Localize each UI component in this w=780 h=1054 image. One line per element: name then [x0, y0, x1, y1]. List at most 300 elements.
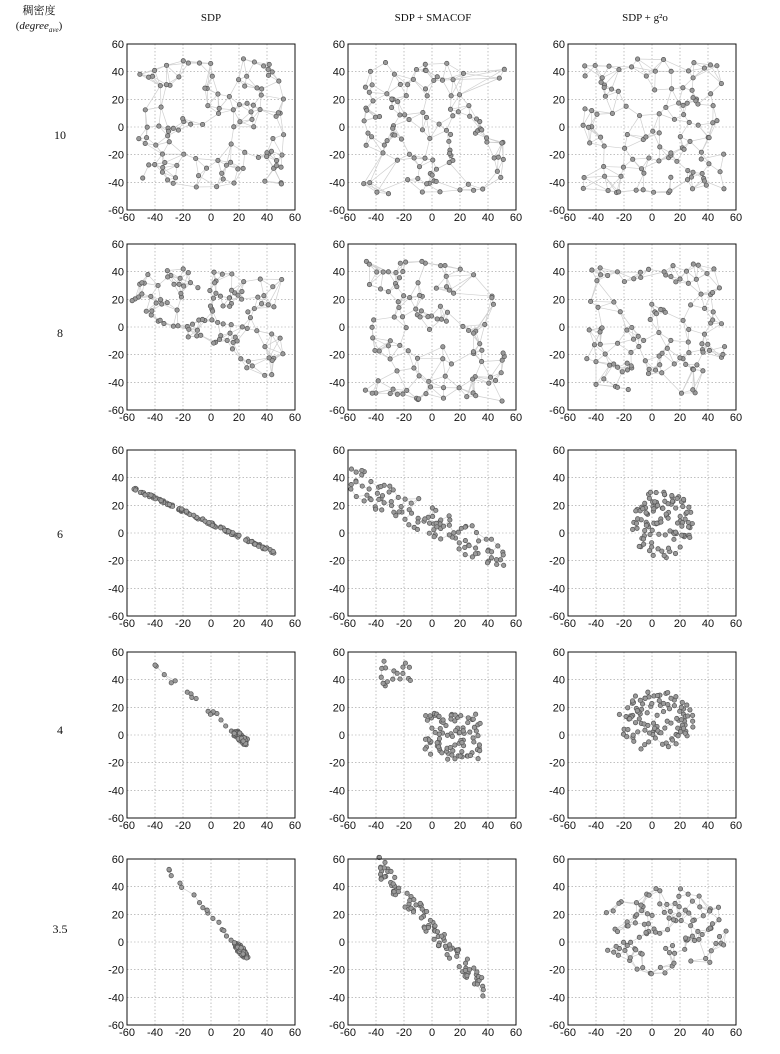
x-tick-label: -40 — [588, 820, 604, 832]
node-point — [474, 394, 478, 398]
x-tick-label: 60 — [288, 1027, 302, 1039]
scatter-plot-row0-col0 — [108, 39, 302, 224]
node-point — [617, 67, 621, 71]
node-point — [241, 166, 245, 170]
node-point — [241, 739, 245, 743]
node-point — [501, 563, 505, 567]
node-point — [418, 315, 422, 319]
node-point — [676, 101, 680, 105]
node-point — [240, 325, 244, 329]
node-point — [688, 139, 692, 143]
y-tick-label: 60 — [111, 39, 124, 51]
node-point — [402, 113, 406, 117]
scatter-plot-row2-col1 — [329, 445, 523, 630]
node-point — [481, 988, 485, 992]
node-point — [650, 701, 654, 705]
node-point — [427, 521, 431, 525]
node-point — [436, 943, 440, 947]
node-point — [594, 359, 598, 363]
node-point — [144, 309, 148, 313]
node-point — [443, 944, 447, 948]
edge — [443, 359, 445, 376]
node-point — [681, 497, 685, 501]
node-point — [354, 470, 358, 474]
node-point — [259, 87, 263, 91]
x-tick-label: 0 — [207, 1027, 215, 1039]
node-point — [403, 517, 407, 521]
node-point — [162, 672, 166, 676]
node-point — [465, 973, 469, 977]
node-point — [371, 336, 375, 340]
y-tick-label: 40 — [332, 266, 345, 279]
node-point — [279, 277, 283, 281]
node-point — [481, 187, 485, 191]
y-tick-label: -20 — [329, 349, 345, 362]
node-point — [681, 86, 685, 90]
node-point — [657, 532, 661, 536]
y-tick-label: 20 — [111, 94, 124, 107]
edge — [169, 142, 184, 154]
degree-subscript: ave — [48, 26, 59, 35]
node-point — [256, 544, 260, 548]
y-tick-label: 20 — [552, 500, 565, 513]
node-point — [138, 72, 142, 76]
node-point — [380, 493, 384, 497]
x-tick-label: -40 — [147, 212, 163, 224]
node-point — [187, 327, 191, 331]
x-tick-label: 0 — [428, 1027, 436, 1039]
node-point — [484, 136, 488, 140]
node-point — [172, 282, 176, 286]
node-point — [428, 918, 432, 922]
edge — [173, 183, 196, 187]
node-point — [391, 126, 395, 130]
node-point — [263, 344, 267, 348]
edge — [397, 371, 407, 390]
edge — [627, 116, 639, 135]
node-point — [643, 728, 647, 732]
node-point — [470, 524, 474, 528]
node-point — [479, 359, 483, 363]
node-point — [412, 897, 416, 901]
node-point — [719, 322, 723, 326]
y-tick-label: -40 — [549, 377, 565, 390]
node-point — [407, 665, 411, 669]
node-point — [669, 87, 673, 91]
node-point — [449, 362, 453, 366]
node-point — [687, 351, 691, 355]
node-point — [685, 101, 689, 105]
node-point — [414, 903, 418, 907]
node-point — [669, 175, 673, 179]
density-label: 稠密度 — [22, 5, 56, 17]
node-point — [659, 307, 663, 311]
x-tick-label: -20 — [616, 212, 632, 224]
node-point — [625, 328, 629, 332]
y-tick-label: -20 — [108, 964, 124, 977]
x-tick-label: -40 — [588, 618, 604, 630]
node-point — [470, 555, 474, 559]
y-tick-label: -40 — [329, 992, 345, 1005]
node-point — [467, 103, 471, 107]
node-point — [382, 866, 386, 870]
x-tick-label: -60 — [340, 412, 356, 424]
node-point — [635, 709, 639, 713]
edge — [425, 63, 446, 64]
node-point — [217, 106, 221, 110]
node-point — [437, 736, 441, 740]
node-point — [173, 679, 177, 683]
node-point — [366, 131, 370, 135]
x-tick-label: 20 — [453, 412, 467, 424]
node-point — [166, 129, 170, 133]
node-point — [211, 916, 215, 920]
node-point — [396, 100, 400, 104]
node-point — [707, 348, 711, 352]
edge — [234, 119, 252, 126]
node-point — [145, 125, 149, 129]
node-point — [199, 333, 203, 337]
x-tick-label: -60 — [340, 1027, 356, 1039]
node-point — [663, 310, 667, 314]
node-point — [647, 156, 651, 160]
node-point — [407, 152, 411, 156]
node-point — [683, 517, 687, 521]
x-tick-label: 40 — [701, 412, 715, 424]
scatter-plot-row4-col1 — [329, 854, 523, 1039]
node-point — [370, 83, 374, 87]
y-tick-label: -40 — [108, 377, 124, 390]
node-point — [398, 82, 402, 86]
scatter-plot-row1-col0 — [108, 239, 302, 424]
node-point — [433, 924, 437, 928]
edge — [671, 340, 688, 342]
x-tick-label: -20 — [616, 820, 632, 832]
node-point — [707, 162, 711, 166]
node-point — [496, 544, 500, 548]
node-point — [641, 537, 645, 541]
node-point — [651, 553, 655, 557]
node-point — [398, 677, 402, 681]
node-point — [427, 379, 431, 383]
x-tick-label: 20 — [232, 1027, 246, 1039]
x-tick-label: 40 — [260, 1027, 274, 1039]
node-point — [197, 61, 201, 65]
edge — [229, 80, 238, 97]
node-point — [229, 142, 233, 146]
edge — [640, 116, 646, 137]
node-point — [595, 112, 599, 116]
edge — [584, 176, 605, 177]
y-tick-label: -60 — [549, 813, 565, 825]
node-point — [153, 663, 157, 667]
y-tick-label: 40 — [111, 881, 124, 894]
y-tick-label: -60 — [549, 611, 565, 623]
node-point — [460, 749, 464, 753]
y-tick-label: -40 — [329, 785, 345, 798]
node-point — [375, 491, 379, 495]
y-tick-label: -60 — [329, 205, 345, 217]
node-point — [354, 480, 358, 484]
node-point — [430, 726, 434, 730]
edge — [401, 139, 409, 154]
node-point — [229, 323, 233, 327]
node-point — [461, 729, 465, 733]
node-point — [221, 177, 225, 181]
y-tick-label: 0 — [338, 937, 345, 949]
node-point — [485, 140, 489, 144]
node-point — [457, 965, 461, 969]
x-tick-label: -40 — [147, 618, 163, 630]
node-point — [658, 363, 662, 367]
node-point — [615, 365, 619, 369]
node-point — [443, 263, 447, 267]
node-point — [378, 287, 382, 291]
node-point — [616, 89, 620, 93]
x-tick-label: -60 — [119, 1027, 135, 1039]
node-point — [701, 369, 705, 373]
node-point — [456, 110, 460, 114]
node-point — [391, 882, 395, 886]
node-point — [428, 136, 432, 140]
node-point — [625, 361, 629, 365]
node-point — [648, 532, 652, 536]
node-point — [628, 717, 632, 721]
node-point — [641, 542, 645, 546]
node-point — [225, 338, 229, 342]
x-tick-label: -20 — [396, 1027, 412, 1039]
node-point — [249, 110, 253, 114]
node-point — [471, 350, 475, 354]
edge — [418, 347, 443, 359]
node-point — [609, 87, 613, 91]
node-point — [647, 496, 651, 500]
x-tick-label: -20 — [396, 412, 412, 424]
node-point — [417, 293, 421, 297]
y-tick-label: 40 — [332, 674, 345, 687]
node-point — [648, 317, 652, 321]
node-point — [370, 325, 374, 329]
x-tick-label: -60 — [119, 618, 135, 630]
edge — [447, 63, 453, 79]
node-point — [463, 968, 467, 972]
node-point — [451, 77, 455, 81]
x-tick-label: 20 — [232, 412, 246, 424]
node-point — [477, 743, 481, 747]
node-point — [680, 524, 684, 528]
node-point — [251, 103, 255, 107]
edge — [443, 388, 459, 398]
y-tick-label: -20 — [549, 757, 565, 770]
y-tick-label: 40 — [552, 674, 565, 687]
node-point — [140, 292, 144, 296]
node-point — [262, 373, 266, 377]
edge — [704, 68, 721, 83]
density-header — [0, 4, 78, 38]
node-point — [699, 150, 703, 154]
y-tick-label: 0 — [558, 322, 565, 334]
node-point — [210, 309, 214, 313]
node-point — [224, 934, 228, 938]
node-point — [396, 300, 400, 304]
x-tick-label: 20 — [232, 820, 246, 832]
node-point — [437, 122, 441, 126]
node-point — [476, 734, 480, 738]
node-point — [241, 952, 245, 956]
x-tick-label: -20 — [175, 412, 191, 424]
edge — [280, 113, 283, 135]
x-tick-label: 60 — [288, 412, 302, 424]
node-point — [700, 342, 704, 346]
node-point — [484, 537, 488, 541]
node-point — [246, 359, 250, 363]
x-tick-label: 20 — [673, 820, 687, 832]
edge — [381, 272, 384, 289]
node-point — [641, 338, 645, 342]
x-tick-label: 0 — [428, 412, 436, 424]
node-point — [478, 721, 482, 725]
node-point — [236, 77, 240, 81]
node-point — [694, 277, 698, 281]
y-tick-label: -60 — [549, 405, 565, 417]
node-point — [666, 690, 670, 694]
node-point — [450, 734, 454, 738]
x-tick-label: -40 — [147, 820, 163, 832]
edge — [260, 110, 278, 113]
node-point — [416, 176, 420, 180]
edge — [274, 280, 282, 307]
node-point — [463, 525, 467, 529]
node-point — [379, 484, 383, 488]
node-point — [461, 324, 465, 328]
node-point — [678, 135, 682, 139]
node-point — [152, 68, 156, 72]
edge — [397, 368, 414, 371]
node-point — [418, 901, 422, 905]
node-point — [445, 757, 449, 761]
edge — [695, 371, 703, 393]
node-point — [220, 171, 224, 175]
node-point — [258, 277, 262, 281]
node-point — [661, 506, 665, 510]
node-point — [179, 885, 183, 889]
node-point — [612, 362, 616, 366]
node-point — [259, 302, 263, 306]
node-point — [598, 135, 602, 139]
node-point — [459, 714, 463, 718]
node-point — [385, 680, 389, 684]
node-point — [710, 290, 714, 294]
node-point — [437, 714, 441, 718]
edge — [145, 86, 160, 110]
node-point — [447, 523, 451, 527]
x-tick-label: -20 — [175, 820, 191, 832]
y-tick-label: -40 — [549, 177, 565, 190]
node-point — [232, 181, 236, 185]
x-tick-label: 0 — [428, 820, 436, 832]
node-point — [448, 132, 452, 136]
node-point — [471, 717, 475, 721]
node-point — [438, 190, 442, 194]
node-point — [165, 178, 169, 182]
node-point — [607, 64, 611, 68]
node-point — [498, 558, 502, 562]
node-point — [388, 339, 392, 343]
node-point — [481, 994, 485, 998]
node-point — [404, 325, 408, 329]
node-point — [394, 514, 398, 518]
edge — [377, 160, 397, 192]
y-tick-label: -60 — [329, 405, 345, 417]
node-point — [178, 881, 182, 885]
x-tick-label: -20 — [396, 212, 412, 224]
x-tick-label: -60 — [119, 412, 135, 424]
node-point — [252, 306, 256, 310]
node-point — [686, 340, 690, 344]
node-point — [397, 276, 401, 280]
node-point — [212, 281, 216, 285]
edge — [597, 281, 614, 302]
node-point — [232, 940, 236, 944]
x-tick-label: 20 — [453, 1027, 467, 1039]
x-tick-label: 0 — [207, 820, 215, 832]
node-point — [493, 378, 497, 382]
node-point — [377, 497, 381, 501]
node-point — [250, 364, 254, 368]
node-point — [439, 317, 443, 321]
node-point — [445, 61, 449, 65]
edge — [257, 331, 265, 347]
node-point — [641, 507, 645, 511]
node-point — [143, 108, 147, 112]
x-tick-label: 40 — [260, 618, 274, 630]
edge — [711, 295, 714, 312]
node-point — [586, 125, 590, 129]
node-point — [149, 294, 153, 298]
node-point — [228, 160, 232, 164]
edge — [447, 63, 464, 73]
edge — [591, 301, 614, 302]
node-point — [673, 551, 677, 555]
node-point — [208, 288, 212, 292]
node-point — [622, 146, 626, 150]
node-point — [271, 549, 275, 553]
node-point — [396, 889, 400, 893]
node-point — [220, 272, 224, 276]
node-point — [646, 723, 650, 727]
node-point — [387, 490, 391, 494]
node-point — [468, 730, 472, 734]
node-point — [191, 513, 195, 517]
y-tick-label: 0 — [117, 937, 124, 949]
x-tick-label: 60 — [729, 820, 743, 832]
y-tick-label: 0 — [338, 122, 345, 134]
node-point — [237, 533, 241, 537]
node-point — [721, 152, 725, 156]
y-tick-label: 60 — [332, 647, 345, 659]
x-tick-label: -60 — [340, 212, 356, 224]
node-point — [637, 344, 641, 348]
node-point — [603, 94, 607, 98]
node-point — [672, 362, 676, 366]
node-point — [432, 535, 436, 539]
node-point — [369, 497, 373, 501]
node-point — [417, 374, 421, 378]
node-point — [424, 115, 428, 119]
node-point — [419, 309, 423, 313]
node-point — [638, 698, 642, 702]
node-point — [682, 147, 686, 151]
